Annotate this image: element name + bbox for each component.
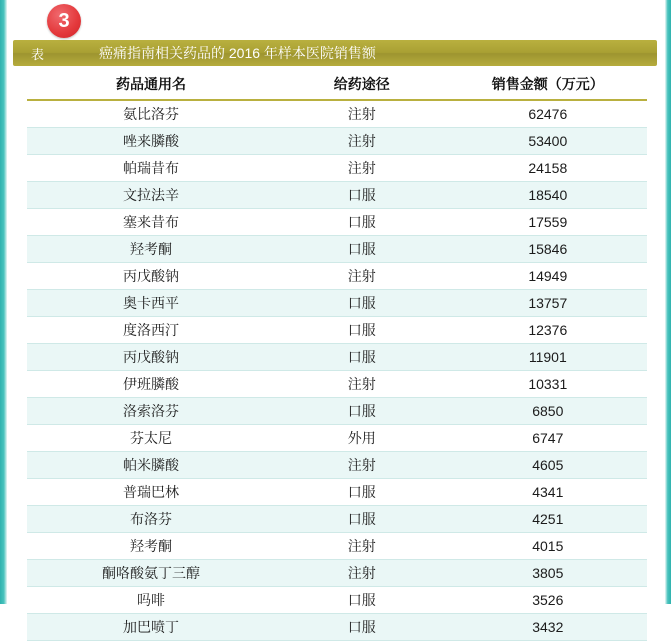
cell-drug-name: 羟考酮 <box>27 533 275 560</box>
cell-drug-name: 普瑞巴林 <box>27 479 275 506</box>
cell-route: 口服 <box>275 209 449 236</box>
table-row <box>27 263 647 290</box>
table-row <box>27 560 647 587</box>
table-row <box>27 533 647 560</box>
cell-route: 注射 <box>275 533 449 560</box>
cell-drug-name: 丙戊酸钠 <box>27 263 275 290</box>
cell-sales: 13757 <box>449 290 647 317</box>
table-row <box>27 209 647 236</box>
cell-drug-name: 布洛芬 <box>27 506 275 533</box>
table-head <box>27 70 647 100</box>
table-row <box>27 182 647 209</box>
cell-route: 口服 <box>275 182 449 209</box>
table-header-row <box>27 70 647 100</box>
table-row <box>27 290 647 317</box>
cell-route: 口服 <box>275 614 449 641</box>
table-row <box>27 317 647 344</box>
table-row <box>27 371 647 398</box>
column-header-sales: 销售金额（万元） <box>449 70 647 100</box>
cell-drug-name: 丙戊酸钠 <box>27 344 275 371</box>
table-row <box>27 155 647 182</box>
table-row <box>27 344 647 371</box>
cell-sales: 15846 <box>449 236 647 263</box>
table-row <box>27 425 647 452</box>
cell-sales: 12376 <box>449 317 647 344</box>
content-area <box>7 0 665 635</box>
table-row <box>27 236 647 263</box>
table-body <box>27 100 647 641</box>
table-row <box>27 506 647 533</box>
table-title: 癌痛指南相关药品的 2016 年样本医院销售额 <box>99 45 376 61</box>
cell-route: 口服 <box>275 236 449 263</box>
drug-sales-table <box>27 70 647 641</box>
cell-sales: 53400 <box>449 128 647 155</box>
cell-sales: 10331 <box>449 371 647 398</box>
table-row <box>27 587 647 614</box>
cell-route: 注射 <box>275 371 449 398</box>
cell-drug-name: 加巴喷丁 <box>27 614 275 641</box>
table-label: 表 <box>31 47 46 62</box>
column-header-drug-name: 药品通用名 <box>27 70 275 100</box>
cell-drug-name: 塞来昔布 <box>27 209 275 236</box>
cell-sales: 4605 <box>449 452 647 479</box>
cell-sales: 3805 <box>449 560 647 587</box>
table-row <box>27 614 647 641</box>
cell-route: 口服 <box>275 317 449 344</box>
cell-sales: 11901 <box>449 344 647 371</box>
cell-route: 注射 <box>275 155 449 182</box>
cell-route: 注射 <box>275 128 449 155</box>
cell-route: 口服 <box>275 290 449 317</box>
cell-drug-name: 氨比洛芬 <box>27 100 275 128</box>
cell-drug-name: 吗啡 <box>27 587 275 614</box>
cell-route: 口服 <box>275 344 449 371</box>
cell-sales: 4015 <box>449 533 647 560</box>
cell-sales: 3526 <box>449 587 647 614</box>
cell-drug-name: 帕米膦酸 <box>27 452 275 479</box>
right-edge-strip <box>665 0 671 604</box>
cell-route: 注射 <box>275 560 449 587</box>
cell-drug-name: 度洛西汀 <box>27 317 275 344</box>
cell-drug-name: 帕瑞昔布 <box>27 155 275 182</box>
cell-route: 口服 <box>275 479 449 506</box>
cell-sales: 4341 <box>449 479 647 506</box>
cell-route: 注射 <box>275 263 449 290</box>
column-header-route: 给药途径 <box>275 70 449 100</box>
table-row <box>27 128 647 155</box>
figure-number-badge: 3 <box>47 4 81 38</box>
cell-route: 注射 <box>275 452 449 479</box>
cell-drug-name: 奥卡西平 <box>27 290 275 317</box>
cell-route: 口服 <box>275 398 449 425</box>
table-title-bar <box>13 40 657 66</box>
cell-drug-name: 伊班膦酸 <box>27 371 275 398</box>
cell-sales: 6850 <box>449 398 647 425</box>
table-row <box>27 479 647 506</box>
cell-sales: 6747 <box>449 425 647 452</box>
cell-sales: 14949 <box>449 263 647 290</box>
cell-sales: 17559 <box>449 209 647 236</box>
cell-sales: 3432 <box>449 614 647 641</box>
cell-route: 口服 <box>275 587 449 614</box>
cell-sales: 4251 <box>449 506 647 533</box>
table-row <box>27 398 647 425</box>
cell-drug-name: 文拉法辛 <box>27 182 275 209</box>
cell-route: 外用 <box>275 425 449 452</box>
cell-drug-name: 唑来膦酸 <box>27 128 275 155</box>
cell-drug-name: 芬太尼 <box>27 425 275 452</box>
cell-sales: 18540 <box>449 182 647 209</box>
left-edge-strip <box>0 0 7 604</box>
cell-sales: 24158 <box>449 155 647 182</box>
table-row <box>27 452 647 479</box>
cell-drug-name: 洛索洛芬 <box>27 398 275 425</box>
cell-sales: 62476 <box>449 100 647 128</box>
table-row <box>27 100 647 128</box>
cell-drug-name: 酮咯酸氨丁三醇 <box>27 560 275 587</box>
cell-drug-name: 羟考酮 <box>27 236 275 263</box>
cell-route: 注射 <box>275 100 449 128</box>
cell-route: 口服 <box>275 506 449 533</box>
